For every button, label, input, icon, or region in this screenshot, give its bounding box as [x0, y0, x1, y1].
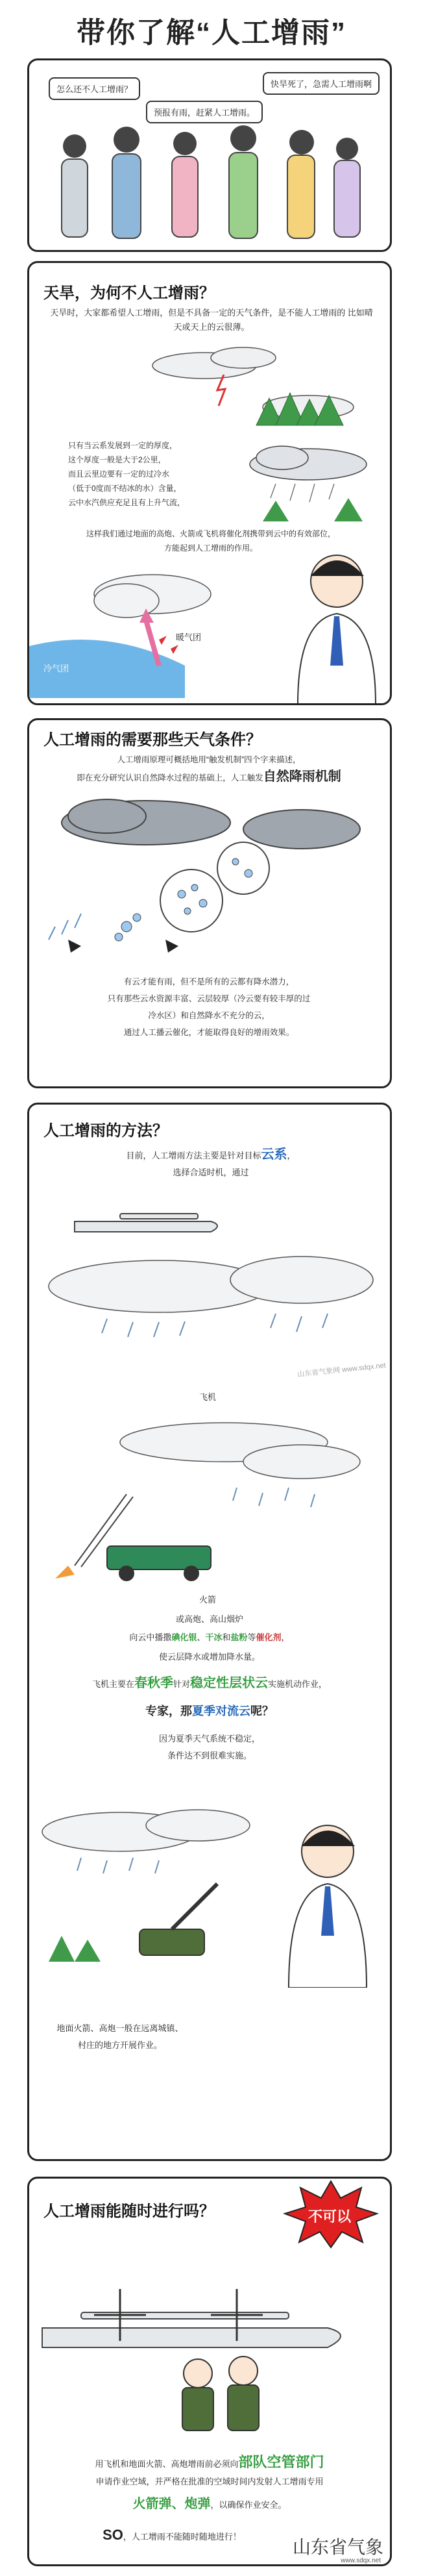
para2-line: 云中水汽供应充足且有上升气流，	[68, 498, 186, 507]
section-why-not	[27, 261, 392, 705]
seeding-line	[29, 1631, 390, 1643]
natural-rain-emph: 自然降雨机制	[263, 769, 341, 784]
section4-title: 人工增雨能随时进行吗？	[43, 2203, 215, 2220]
salt-powder: 盐粉	[230, 1632, 248, 1642]
dry-ice: 干冰	[205, 1632, 223, 1642]
cloud-system-emph: 云系	[261, 1147, 287, 1162]
spring-autumn: 春秋季	[134, 1676, 173, 1690]
seeding-text-b: 等	[247, 1632, 256, 1642]
storm-cloud-icon	[237, 438, 380, 523]
para2-line: 只有当云系发展到一定的厚度，	[68, 441, 178, 450]
expert-answer	[29, 1731, 390, 1764]
speech-bubble-center: 预报有雨，赶紧人工增雨。	[146, 101, 263, 123]
warm-air-label: 暖气团	[176, 632, 202, 642]
stable-stratiform: 稳定性层状云	[190, 1676, 268, 1690]
rocket-label: 火箭	[199, 1595, 217, 1605]
seeding-result: 使云层降水或增加降水量。	[158, 1652, 260, 1662]
plane-text-b: 针对	[173, 1679, 190, 1689]
para1-line	[37, 768, 381, 786]
expert-question	[29, 1702, 390, 1719]
answer-line: 条件达不到很难实施。	[167, 1751, 252, 1760]
no-label: 不可以	[308, 2208, 352, 2225]
para2-line: 只有那些云水资源丰富、云层较厚（冷云要有较丰厚的过	[107, 994, 311, 1003]
section1-para2	[68, 438, 217, 510]
intro-panel	[27, 58, 392, 252]
para2-line: 通过人工播云催化，才能取得良好的增雨效果。	[123, 1028, 295, 1037]
speech-bubble-right: 快旱死了，急需人工增雨啊	[263, 72, 380, 95]
section3-intro	[49, 1146, 373, 1181]
page-title: 带你了解“人工增雨”	[77, 17, 346, 49]
para3-line: 这样我们通过地面的高炮、火箭或飞机将催化剂携带到云中的有效部位，	[86, 529, 335, 538]
site-stamp-url: www.sdqx.net	[341, 2557, 381, 2564]
section-conditions	[27, 718, 392, 1088]
ground-line: 地面火箭、高炮一般在远离城镇、	[56, 2023, 184, 2033]
seeding-text-c: ，	[281, 1632, 290, 1642]
conclusion-so: SO	[103, 2527, 123, 2543]
section2-para1	[37, 751, 381, 786]
intro-line-2: 选择合适时机，通过	[173, 1168, 249, 1177]
section-anytime	[27, 2177, 392, 2566]
para2-line: （低于0度而不结冰的水）含量，	[68, 484, 182, 493]
seeding-sep-2: 和	[222, 1632, 231, 1642]
question-text-b: 呢？	[250, 1705, 274, 1718]
cloud-droplet-diagram	[29, 790, 390, 972]
para2-line: 冷水区）和自然降水不充分的云，	[148, 1011, 270, 1020]
plane-label: 飞机	[199, 1392, 217, 1402]
para2-line: 有云才能有雨，但不是所有的云都有降水潜力，	[123, 977, 295, 986]
site-watermark: 山东省气象网 www.sdqx.net	[296, 1361, 387, 1379]
para3-line: 方能起到人工增雨的作用。	[163, 544, 258, 553]
conclusion	[42, 2527, 302, 2544]
silver-iodide: 碘化银	[171, 1632, 197, 1642]
cold-air-label: 冷气团	[43, 664, 69, 673]
thin-cloud-illustration	[29, 334, 390, 432]
military-atc-emph: 部队空管部门	[238, 2454, 324, 2470]
permission-line-3	[29, 2493, 390, 2512]
intro-line	[49, 1146, 373, 1164]
alternate-methods: 或高炮、高山烟炉	[175, 1614, 243, 1624]
site-stamp: 山东省气象	[292, 2536, 383, 2558]
ammo-emph: 火箭弹、炮弹	[132, 2497, 211, 2511]
permission-text-b: ，以确保作业安全。	[210, 2500, 287, 2510]
conclusion-text: ，人工增雨不能随时随地进行！	[123, 2532, 241, 2542]
intro-text-a: 目前，人工增雨方法主要是针对目标	[126, 1151, 261, 1160]
speech-bubble-left: 怎么还不人工增雨？	[49, 77, 140, 100]
rocket-seeding-illustration	[29, 1416, 390, 1585]
para2-line: 而且云里边要有一定的过冷水	[68, 469, 170, 479]
plane-season-line	[29, 1672, 390, 1691]
section3-title: 人工增雨的方法？	[43, 1122, 168, 1140]
question-text-a: 专家，那	[145, 1705, 192, 1718]
expert-figure	[278, 536, 389, 705]
plane-text-a: 飞机主要在	[91, 1679, 134, 1689]
ground-ops-note	[36, 2020, 204, 2054]
crowd-illustration	[29, 120, 390, 250]
para1-line-text: 即在充分研究认识自然降水过程的基础上，人工触发	[77, 773, 263, 782]
section1-title: 天旱，为何不人工增雨？	[43, 284, 215, 302]
ground-cannon-illustration	[29, 1793, 390, 1988]
permission-line-2: 申请作业空域，并严格在批准的空域时间内发射人工增雨专用	[95, 2477, 324, 2486]
ground-line: 村庄的地方开展作业。	[77, 2040, 162, 2050]
permission-line-1	[29, 2451, 390, 2471]
para2-line: 这个厚度一般是大于2公里，	[68, 455, 166, 464]
para1-line: 人工增雨原理可概括地用“触发机制”四个字来描述，	[117, 755, 301, 764]
permission-text-a: 用飞机和地面火箭、高炮增雨前必须向	[95, 2459, 239, 2469]
aircraft-ground-crew-illustration	[29, 2250, 390, 2432]
seeding-text-a: 向云中播撒	[129, 1632, 172, 1642]
summer-convective: 夏季对流云	[192, 1705, 250, 1718]
section2-para2	[37, 973, 381, 1041]
section2-title: 人工增雨的需要那些天气条件？	[43, 731, 261, 749]
section-methods	[27, 1103, 392, 2161]
intro-text-b: ，	[287, 1151, 296, 1160]
answer-line: 因为夏季天气系统不稳定，	[158, 1734, 260, 1744]
catalyst: 催化剂	[256, 1632, 282, 1642]
plane-text-c: 实施机动作业，	[268, 1679, 328, 1689]
seeding-sep-1: 、	[197, 1632, 206, 1642]
section1-para1: 天旱时，大家都希望人工增雨，但是不具备一定的天气条件，是不能人工增雨的 比如晴天或天上的云很薄。	[50, 308, 373, 332]
